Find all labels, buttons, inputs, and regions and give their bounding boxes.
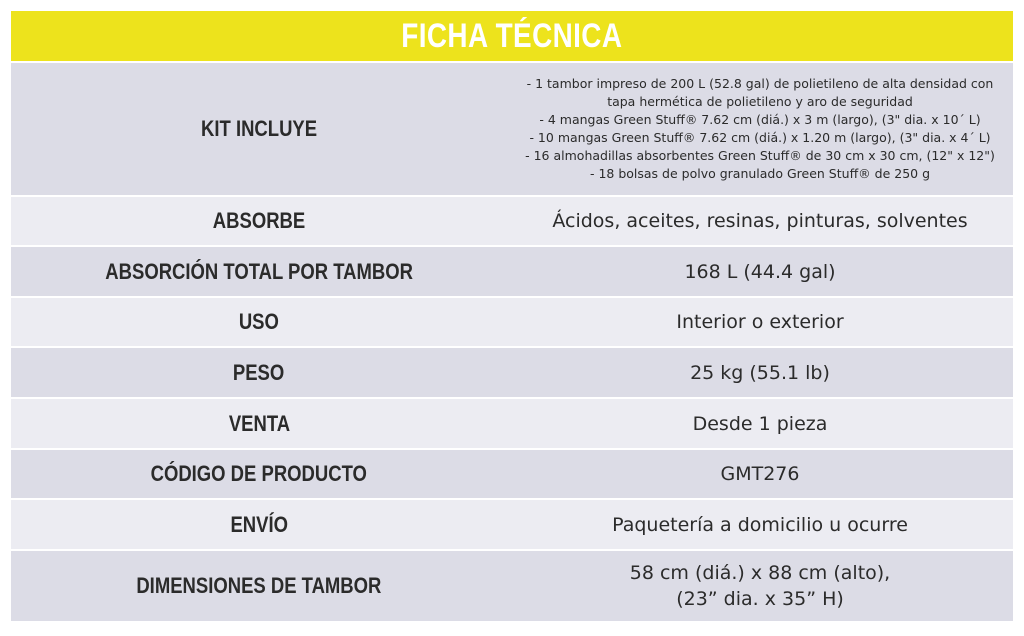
spec-row-codigo xyxy=(11,450,1013,498)
spec-row-absorcion xyxy=(11,247,1013,296)
spec-value: GMT276 xyxy=(720,463,800,485)
spec-label: CÓDIGO DE PRODUCTO xyxy=(150,461,368,486)
header-bar xyxy=(11,11,1013,61)
page-title: FICHA TÉCNICA xyxy=(401,16,623,55)
spec-row-dimensiones xyxy=(11,551,1013,621)
dimension-line: 58 cm (diá.) x 88 cm (alto), xyxy=(629,562,891,584)
spec-label: ABSORCIÓN TOTAL POR TAMBOR xyxy=(105,258,413,284)
spec-row-uso xyxy=(11,298,1013,346)
spec-label: ABSORBE xyxy=(212,208,306,233)
spec-label: DIMENSIONES DE TAMBOR xyxy=(136,573,382,598)
kit-line: - 10 mangas Green Stuff® 7.62 cm (diá.) x 1.20 m (largo), (3" dia. x 4´ L) xyxy=(529,130,991,145)
spec-label: PESO xyxy=(233,359,285,385)
spec-label: USO xyxy=(238,309,280,334)
spec-value: Ácidos, aceites, resinas, pinturas, solventes xyxy=(552,210,968,232)
kit-line: tapa hermética de polietileno y aro de seguridad xyxy=(607,94,913,109)
dimension-line: (23” dia. x 35” H) xyxy=(676,588,844,610)
spec-label: VENTA xyxy=(228,410,290,436)
spec-value-dimensiones xyxy=(507,560,1013,612)
kit-line: - 18 bolsas de polvo granulado Green Stuff® de 250 g xyxy=(589,166,931,181)
spec-label: KIT INCLUYE xyxy=(200,116,318,141)
kit-line: - 16 almohadillas absorbentes Green Stuff® de 30 cm x 30 cm, (12" x 12") xyxy=(525,148,995,163)
spec-value: Paquetería a domicilio u ocurre xyxy=(612,513,908,536)
spec-value: Desde 1 pieza xyxy=(692,412,828,435)
spec-row-absorbe xyxy=(11,197,1013,245)
spec-label: ENVÍO xyxy=(230,511,288,537)
kit-line: - 1 tambor impreso de 200 L (52.8 gal) de polietileno de alta densidad con xyxy=(526,76,994,91)
spec-sheet xyxy=(11,11,1013,625)
spec-row-kit xyxy=(11,63,1013,195)
spec-row-envio xyxy=(11,500,1013,549)
spec-value: 168 L (44.4 gal) xyxy=(684,260,836,283)
spec-row-venta xyxy=(11,399,1013,448)
kit-line: - 4 mangas Green Stuff® 7.62 cm (diá.) x 3 m (largo), (3" dia. x 10´ L) xyxy=(539,112,981,127)
spec-value: Interior o exterior xyxy=(676,311,844,333)
spec-value: 25 kg (55.1 lb) xyxy=(690,361,830,384)
spec-row-peso xyxy=(11,348,1013,397)
spec-value-kit xyxy=(507,75,1013,183)
